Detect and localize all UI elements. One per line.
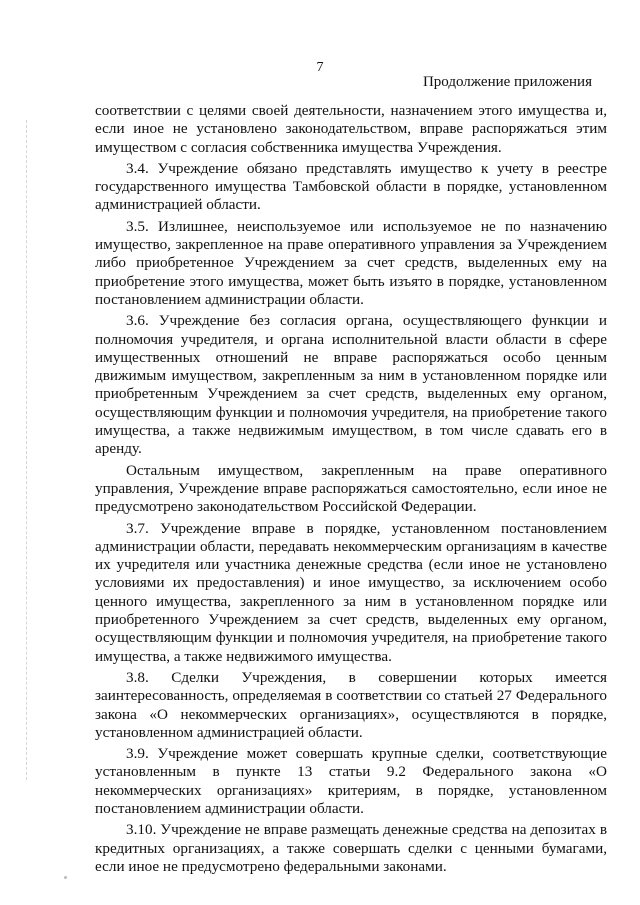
page-number: 7 (316, 60, 324, 75)
paragraph-3-4: 3.4. Учреждение обязано представлять имущество к учету в реестре государственного имущества Тамбовской области в порядке, установленном администрацией области. (95, 159, 607, 214)
paragraph-3-5: 3.5. Излишнее, неиспользуемое или используемое не по назначению имущество, закрепленное на праве оперативного управления за Учреждением либо приобретенное Учреждением за счет средств, выделенных ему на приобретение этого имущества, может быть изъято в порядке, установленном постановлением администрации области. (95, 217, 607, 308)
paragraph-3-8: 3.8. Сделки Учреждения, в совершении которых имеется заинтересованность, определяемая в соответствии со статьей 27 Федерального закона «О некоммерческих организациях», осуществляются в порядке, установленном администрацией области. (95, 668, 607, 741)
paragraph-continuation: соответствии с целями своей деятельности, назначением этого имущества и, если иное не установлено законодательством, вправе распоряжаться этим имуществом с согласия собственника имущества Учреждения. (95, 102, 607, 156)
paragraph-3-6: 3.6. Учреждение без согласия органа, осуществляющего функции и полномочия учредителя, и органа исполнительной власти области в сфере имущественных отношений не вправе распоряжаться особо ценным движимым имуществом, закрепленным за ним в установленном порядке или приобретенным Учреждением за счет средств, выделенных ему органом, осуществляющим функции и полномочия учредителя, на приобретение такого имущества, а также недвижимым имуществом, в том числе сдавать его в аренду. (95, 312, 607, 458)
appendix-title: Продолжение приложения (422, 74, 592, 90)
paragraph-3-6-rest: Остальным имуществом, закрепленным на праве оперативного управления, Учреждение вправе распоряжаться самостоятельно, если иное не предусмотрено законодательством Российской Федерации. (95, 461, 607, 516)
scan-mark (64, 876, 67, 879)
paragraph-3-9: 3.9. Учреждение может совершать крупные сделки, соответствующие установленным в пункте 13 статьи 9.2 Федерального закона «О некоммерческих организациях» критериям, в порядке, установленном постановлением администрации области. (95, 745, 607, 817)
paragraph-3-7: 3.7. Учреждение вправе в порядке, установленном постановлением администрации области, передавать некоммерческим организациям в качестве их учредителя или участника денежные средства (если иное не установлено условиями их предоставления) и иное имущество, за исключением особо ценного имущества, закрепленного за ним в установленном порядке или приобретенного Учреждением за счет средств, выделенных ему органом, осуществляющим функции и полномочия учредителя, на приобретение такого имущества, а также недвижимого имущества. (95, 519, 607, 665)
binding-edge (26, 120, 29, 780)
document-body (95, 102, 607, 879)
paragraph-3-10: 3.10. Учреждение не вправе размещать денежные средства на депозитах в кредитных организациях, а также совершать сделки с ценными бумагами, если иное не предусмотрено федеральными законами. (95, 821, 607, 875)
